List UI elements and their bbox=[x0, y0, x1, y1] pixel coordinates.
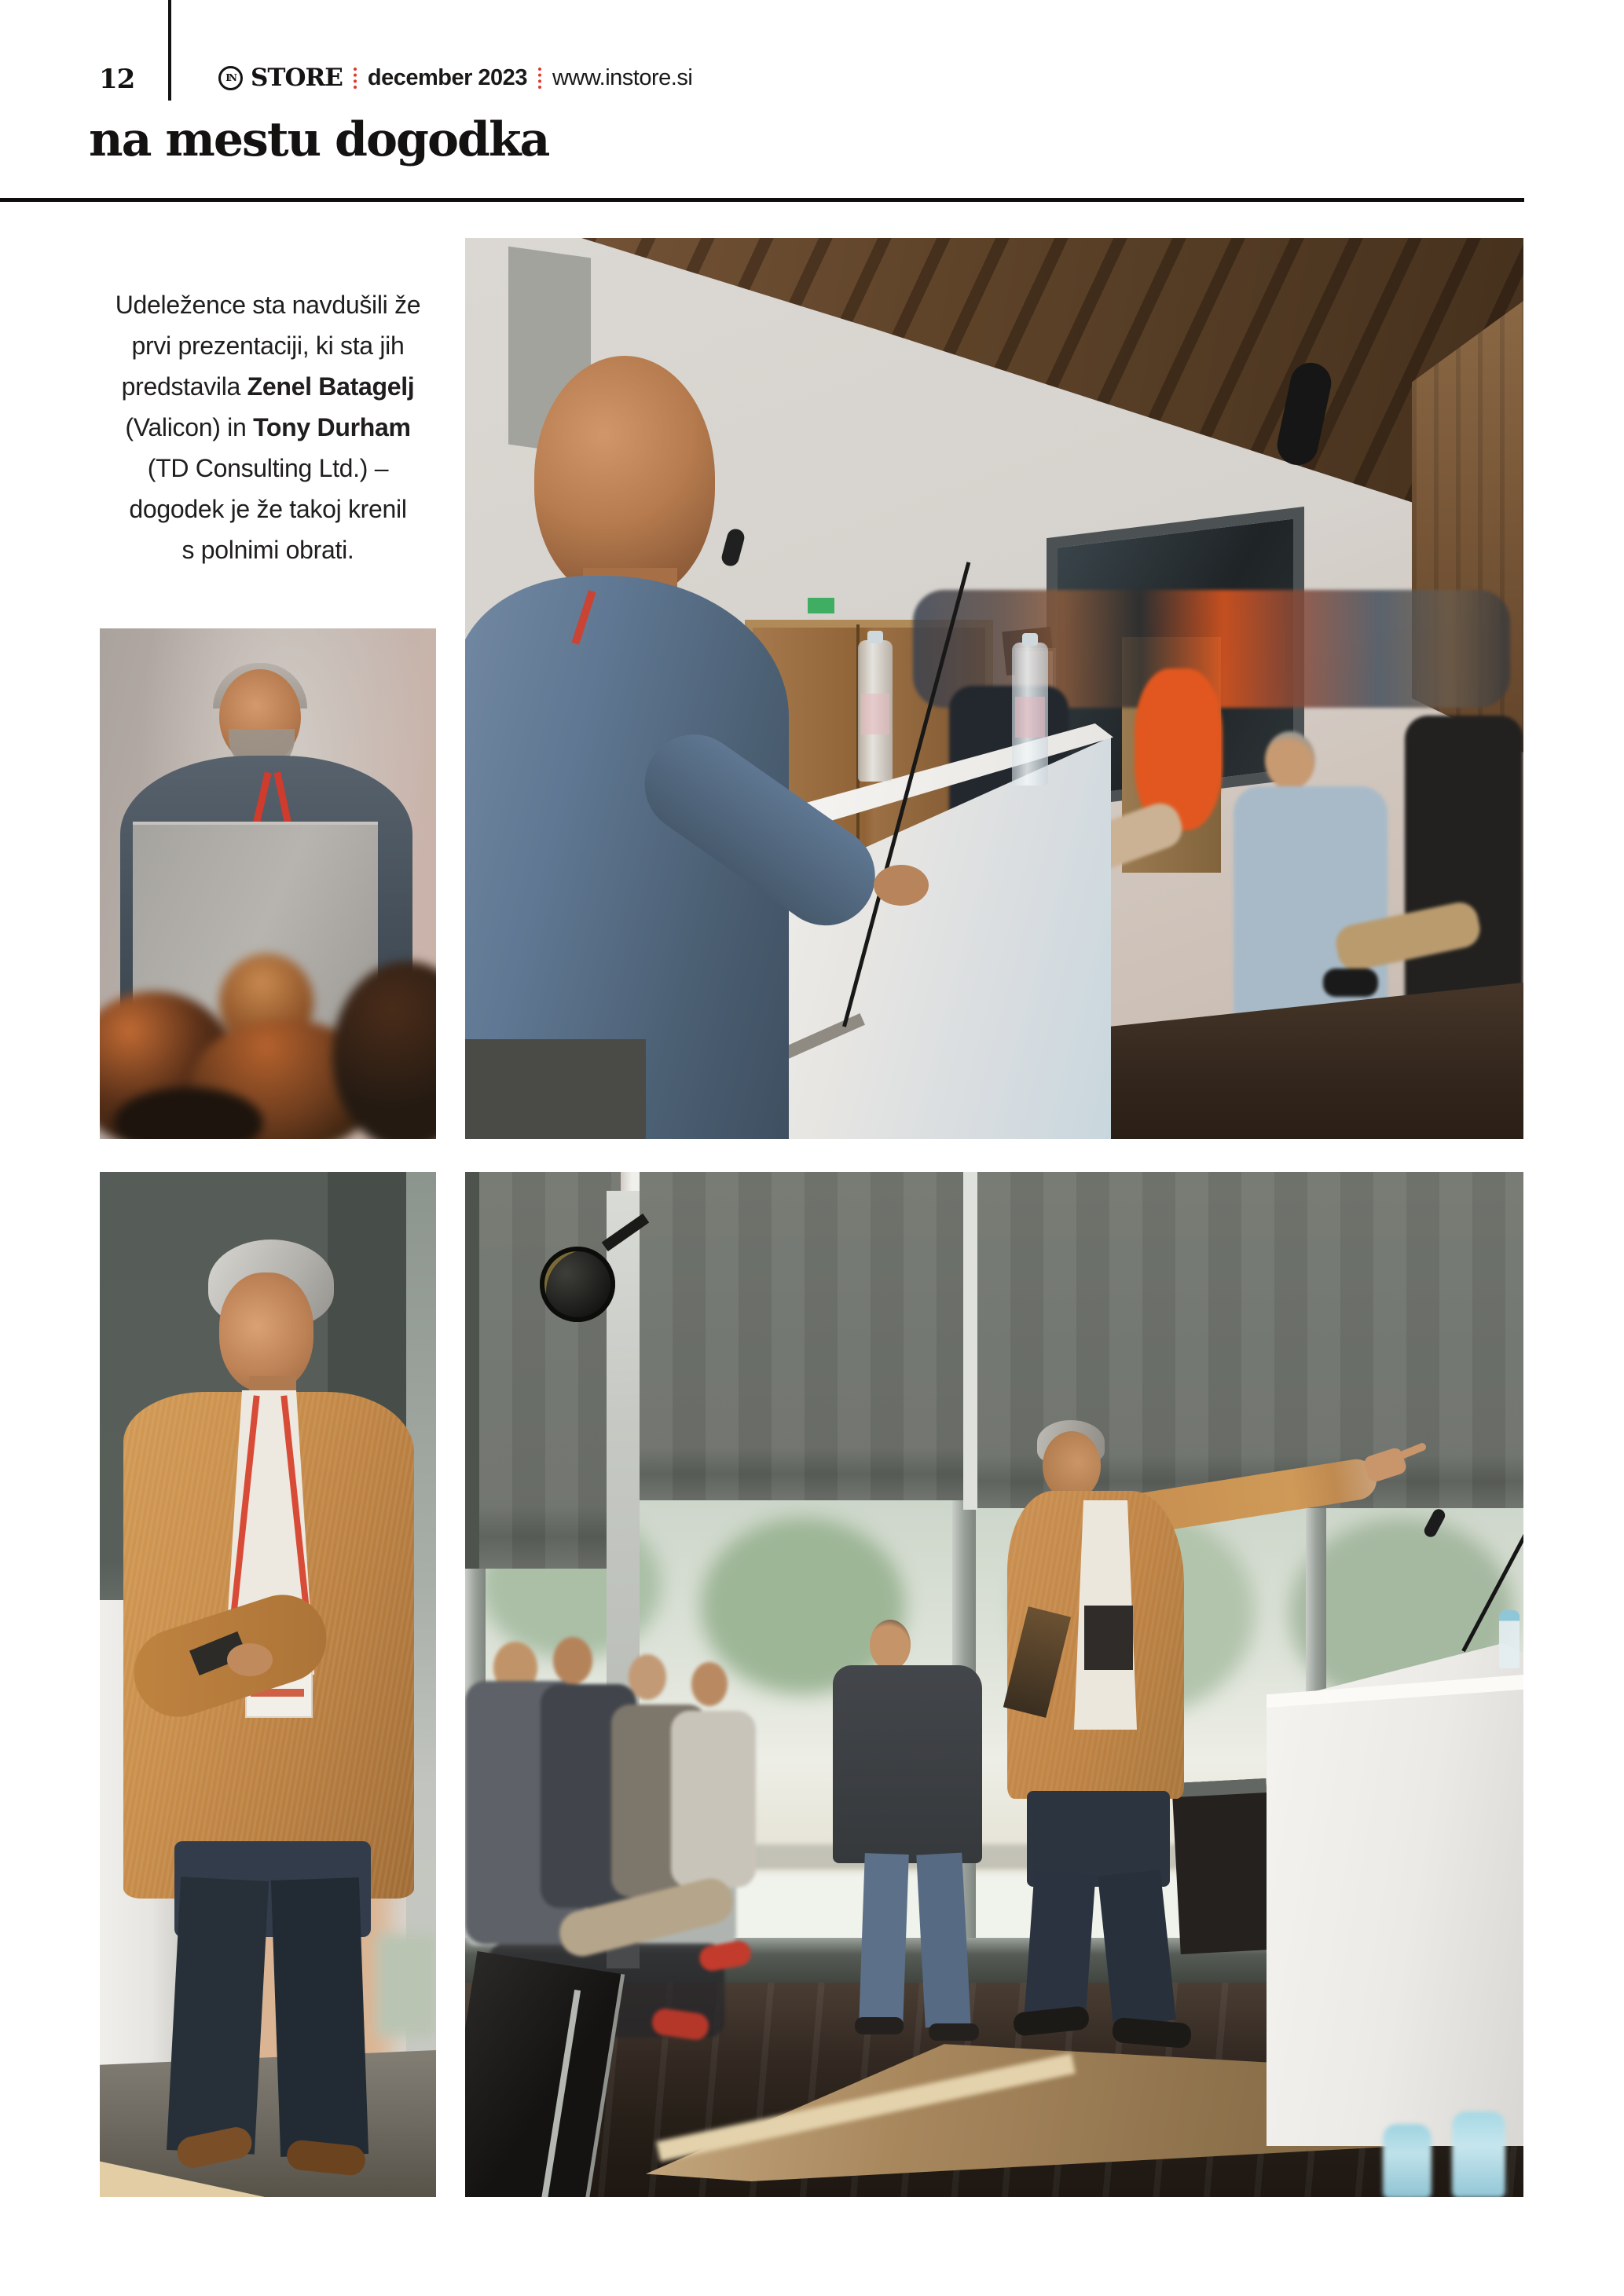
website-url: www.instore.si bbox=[552, 64, 693, 90]
photo4-presenter-badge bbox=[1084, 1606, 1133, 1670]
folio-divider bbox=[168, 0, 171, 101]
photo2-exit-sign bbox=[808, 598, 834, 613]
section-title: na mestu dogodka bbox=[89, 112, 549, 167]
dotted-separator-icon bbox=[538, 68, 541, 89]
photo4-standing-man-shoe bbox=[929, 2023, 979, 2041]
caption-line: (Valicon) in Tony Durham bbox=[125, 413, 411, 441]
issue-date: december 2023 bbox=[367, 64, 527, 90]
audience-head bbox=[553, 1637, 592, 1684]
photo4-blind-gap bbox=[963, 1172, 977, 1510]
photo-caption bbox=[83, 284, 453, 570]
caption-line: dogodek je že takoj krenil bbox=[129, 495, 407, 523]
masthead bbox=[218, 65, 692, 90]
audience-head bbox=[629, 1654, 666, 1700]
photo4-water-bottle bbox=[1452, 2111, 1505, 2197]
photo4-standing-man-jacket bbox=[833, 1665, 982, 1863]
photo3-jeans-leg bbox=[271, 1877, 368, 2157]
photo3-jeans-leg bbox=[167, 1877, 269, 2154]
photo-presentation-audience bbox=[465, 238, 1523, 1139]
photo2-bottle-cap bbox=[867, 631, 883, 643]
photo3-presenter-face bbox=[219, 1273, 313, 1392]
photo2-speaker-head bbox=[534, 356, 715, 601]
photo1-audience-heads bbox=[100, 628, 436, 1139]
photo4-standing-man-head bbox=[870, 1620, 911, 1670]
audience-head bbox=[691, 1662, 728, 1706]
photo2-bottle-label bbox=[861, 694, 889, 734]
photo3-wall-accent bbox=[376, 1934, 436, 2036]
audience-head bbox=[1265, 731, 1315, 789]
caption-line: predstavila Zenel Batagelj bbox=[121, 372, 415, 401]
photo4-lectern-bottle bbox=[1499, 1610, 1520, 1668]
photo4-equipment-case bbox=[1171, 1778, 1274, 1954]
photo4-roller-blind bbox=[640, 1172, 963, 1500]
audience-person bbox=[671, 1711, 756, 1888]
audience-shoe bbox=[1323, 969, 1378, 997]
page-number: 12 bbox=[99, 64, 135, 95]
photo4-presenter-leg bbox=[1025, 1871, 1096, 2023]
photo4-roller-blind bbox=[465, 1172, 621, 1569]
caption-line: prvi prezentaciji, ki sta jih bbox=[131, 331, 405, 360]
instore-logo-monogram: IN bbox=[225, 72, 236, 83]
photo-stage-wide bbox=[465, 1172, 1523, 2197]
photo4-water-bottle bbox=[1383, 2124, 1432, 2197]
caption-line: Udeležence sta navdušili že bbox=[115, 291, 421, 319]
photo4-standing-man-jeans bbox=[859, 1853, 909, 2026]
photo2-speaker-hand bbox=[874, 865, 929, 906]
photo4-standing-man-shoe bbox=[855, 2017, 904, 2034]
photo-speaker-closeup bbox=[100, 628, 436, 1139]
photo4-lectern bbox=[1267, 1643, 1523, 2146]
photo4-standing-man-jeans bbox=[916, 1853, 970, 2028]
photo2-speaker-trousers bbox=[465, 1039, 646, 1139]
dotted-separator-icon bbox=[354, 68, 357, 89]
publication-name: STORE bbox=[251, 64, 343, 92]
speaker-name: Zenel Batagelj bbox=[247, 372, 415, 401]
speaker-name: Tony Durham bbox=[253, 413, 411, 441]
photo4-presenter-head bbox=[1043, 1431, 1101, 1500]
header-rule bbox=[0, 198, 1524, 202]
audience-head bbox=[332, 961, 436, 1139]
instore-logo-icon bbox=[218, 66, 243, 90]
caption-line: (TD Consulting Ltd.) – bbox=[147, 454, 389, 482]
photo2-bottle-cap bbox=[1022, 633, 1038, 646]
photo4-stage-light bbox=[540, 1247, 615, 1322]
photo3-presenter-hand bbox=[227, 1643, 273, 1676]
caption-line: s polnimi obrati. bbox=[181, 536, 354, 564]
photo2-bottle-label bbox=[1015, 697, 1045, 738]
photo-presenter-portrait bbox=[100, 1172, 436, 2197]
